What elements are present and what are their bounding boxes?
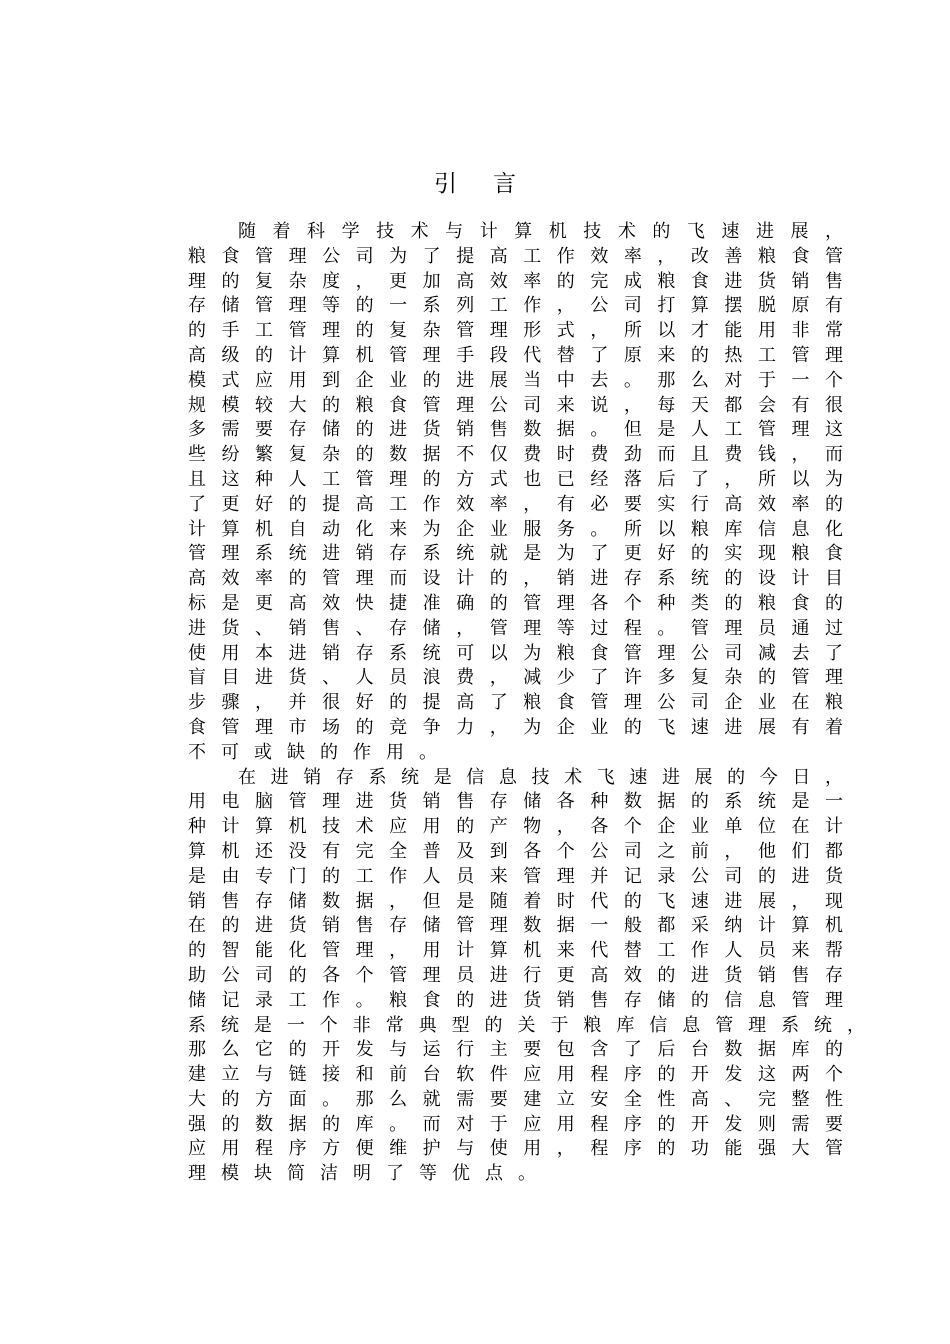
text-line: 计算机自动化来为企业服务。所以粮库信息化: [188, 518, 843, 540]
text-line: 步骤，并很好的提高了粮食管理公司企业在粮: [188, 692, 843, 714]
text-line: 系统是一个非常典型的关于粮库信息管理系统，: [188, 1014, 865, 1036]
text-line: 粮食管理公司为了提高工作效率，改善粮食管: [188, 245, 843, 267]
text-line: 大的方面。那么就需要建立安全性高、完整性: [188, 1088, 843, 1110]
text-line: 在进销存系统是信息技术飞速进展的今日，: [238, 766, 843, 788]
text-line: 多需要存储的进货销售数据。但是人工管理这: [188, 419, 843, 441]
text-line: 存储管理等的一系列工作，公司打算摆脱原有: [188, 295, 843, 317]
text-line: 高级的计算机管理手段代替了原来的热工管理: [188, 344, 843, 366]
text-line: 储记录工作。粮食的进货销售存储的信息管理: [188, 989, 843, 1011]
text-line: 建立与链接和前台软件应用程序的开发这两个: [188, 1064, 843, 1086]
text-line: 理模块简洁明了等优点。: [188, 1163, 551, 1185]
text-line: 使用本进销存系统可以为粮食管理公司减去了: [188, 642, 843, 664]
text-line: 随着科学技术与计算机技术的飞速进展，: [238, 221, 843, 242]
text-line: 强的数据的库。而对于应用程序的开发则需要: [188, 1113, 843, 1135]
text-line: 规模较大的粮食管理公司来说，每天都会有很: [188, 394, 843, 416]
text-line: 不可或缺的作用。: [188, 741, 452, 763]
text-line: 食管理市场的竞争力，为企业的飞速进展有着: [188, 716, 843, 738]
text-line: 模式应用到企业的进展当中去。那么对于一个: [188, 369, 843, 391]
text-line: 销售存储数据，但是随着时代的飞速进展，现: [188, 890, 843, 912]
text-line: 应用程序方便维护与使用，程序的功能强大管: [188, 1138, 843, 1160]
page-title: 引言: [434, 171, 552, 197]
text-line: 那么它的开发与运行主要包含了后台数据库的: [188, 1039, 843, 1061]
text-line: 管理系统进销存系统就是为了更好的实现粮食: [188, 543, 843, 565]
text-line: 进货、销售、存储，管理等过程。管理员通过: [188, 617, 843, 639]
text-line: 的手工管理的复杂管理形式，所以才能用非常: [188, 320, 843, 342]
text-line: 高效率的管理而设计的，销进存系统的设计目: [188, 568, 843, 590]
paragraph: [188, 220, 843, 766]
text-line: 是由专门的工作人员来管理并记录公司的进货: [188, 865, 843, 887]
text-line: 算机还没有完全普及到各个公司之前，他们都: [188, 840, 843, 862]
text-line: 且这种人工管理的方式也已经落后了，所以为: [188, 468, 843, 490]
document-body: [188, 220, 865, 1187]
paragraph: [188, 766, 865, 1188]
text-line: 种计算机技术应用的产物，各个企业单位在计: [188, 816, 843, 838]
text-line: 标是更高效快捷准确的管理各个种类的粮食的: [188, 592, 843, 614]
text-line: 了更好的提高工作效率，有必要实行高效率的: [188, 493, 843, 515]
text-line: 理的复杂度，更加高效率的完成粮食进货销售: [188, 270, 843, 292]
text-line: 盲目进货、人员浪费，减少了许多复杂的管理: [188, 667, 843, 689]
text-line: 助公司的各个管理员进行更高效的进货销售存: [188, 964, 843, 986]
text-line: 用电脑管理进货销售存储各种数据的系统是一: [188, 791, 843, 813]
text-line: 在的进货销售存储管理数据一般都采纳计算机: [188, 915, 843, 937]
text-line: 些纷繁复杂的数据不仅费时费劲而且费钱，而: [188, 444, 843, 466]
text-line: 的智能化管理，用计算机来代替工作人员来帮: [188, 940, 843, 962]
